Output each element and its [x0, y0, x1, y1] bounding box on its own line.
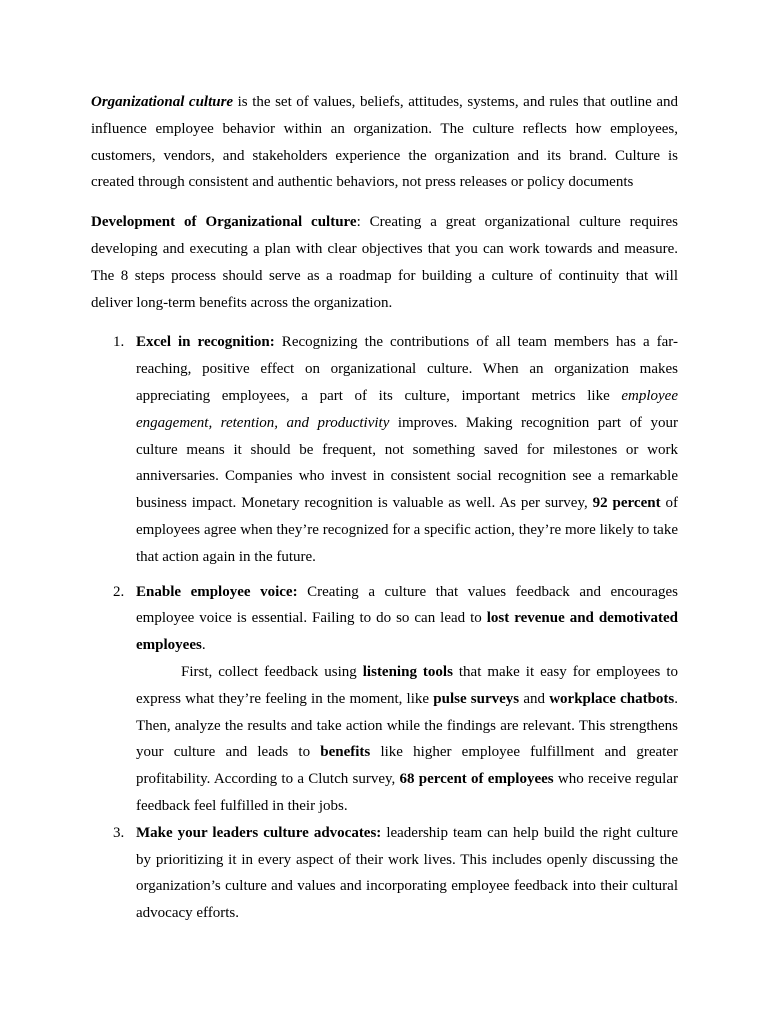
step-bold-text: lost revenue and demotivated employees [136, 610, 678, 654]
development-text: Creating a great organizational culture requires developing and executing a plan with clear objectives that you can work towards and measure. The 8 steps process should serve as a roadmap for building a culture of continuity that will deliver long-term benefits across the organization. [91, 214, 678, 311]
list-item [91, 329, 678, 570]
document-body [91, 89, 678, 927]
list-number: 2. [113, 583, 125, 600]
steps-list [91, 329, 678, 927]
step-italic-text: employee engagement, retention, and productivity [136, 387, 678, 431]
step-bold-text: workplace chatbots [549, 690, 675, 707]
step-bold-text: listening tools [362, 663, 453, 680]
development-colon: : [356, 214, 370, 231]
step-bold-text: 68 percent of employees [399, 771, 554, 788]
step-text: who receive regular feedback feel fulfilled in their jobs. [136, 771, 678, 814]
step-title: Excel in recognition: [136, 334, 275, 351]
step-text: . [201, 637, 206, 654]
step-text: leadership team can help build the right culture by prioritizing it in every aspect of their work lives. This includes openly discussing the organization’s culture and values and incorporating employee feedback into their cultural advocacy efforts. [136, 824, 678, 922]
step-bold-text: 92 percent [592, 495, 661, 512]
list-number: 3. [113, 824, 125, 841]
step-text: . Then, analyze the results and take action while the findings are relevant. This strengthens your culture and leads to [136, 690, 678, 761]
step-text: improves. Making recognition part of your culture means it should be frequent, not something saved for milestones or work anniversaries. Companies who invest in consistent social recognition see a remarkable business impact. Monetary recognition is valuable as well. As per survey, [136, 414, 678, 512]
development-heading: Development of Organizational culture [91, 214, 357, 231]
step-text: First, collect feedback using [181, 663, 363, 680]
step-bold-text: pulse surveys [433, 690, 520, 707]
step-title: Enable employee voice: [136, 583, 298, 600]
step-text: and [519, 690, 550, 707]
step-text: like higher employee fulfillment and greater profitability. According to a Clutch survey, [136, 744, 678, 788]
step-title: Make your leaders culture advocates: [136, 824, 382, 841]
intro-paragraph [91, 89, 678, 196]
list-item [91, 820, 678, 927]
step-bold-text: benefits [320, 744, 371, 761]
step-subparagraph [136, 659, 678, 820]
development-paragraph [91, 209, 678, 316]
step-text: Recognizing the contributions of all team members has a far-reaching, positive effect on organizational culture. When an organization makes appreciating employees, a part of its culture, important metrics like [136, 334, 678, 404]
list-number: 1. [113, 334, 125, 351]
step-text: of employees agree when they’re recognized for a specific action, they’re more likely to take that action again in the future. [136, 495, 678, 565]
step-text: Creating a culture that values feedback and encourages employee voice is essential. Failing to do so can lead to [136, 583, 678, 627]
intro-text: is the set of values, beliefs, attitudes, systems, and rules that outline and influence employee behavior within an organization. The culture reflects how employees, customers, vendors, and stakeholders experience the organization and its brand. Culture is created through consistent and authentic behaviors, not press releases or policy documents [91, 94, 678, 191]
intro-term: Organizational culture [91, 94, 234, 110]
list-item [91, 579, 678, 820]
step-text: that make it easy for employees to express what they’re feeling in the moment, like [136, 663, 678, 707]
